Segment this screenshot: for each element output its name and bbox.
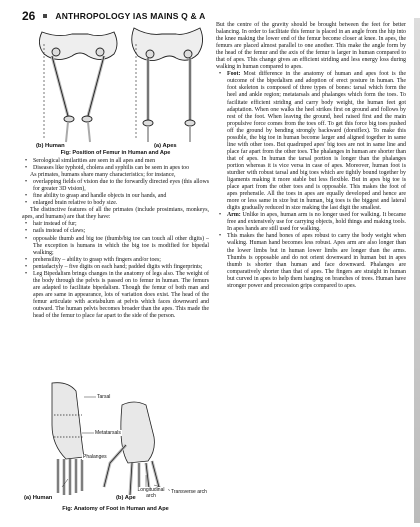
list-item: • prehensility – ability to grasp with fingers and/or toes;	[22, 257, 209, 264]
foot-heading: Foot:	[227, 71, 241, 78]
arm-heading: Arm:	[227, 212, 241, 219]
bullet-icon: •	[24, 228, 28, 235]
figure2-caption: Fig: Anatomy of Foot in Human and Ape	[62, 506, 169, 512]
paragraph: As primates, humans share many characteristics; for instance,	[30, 172, 176, 179]
bullet-icon: •	[24, 193, 28, 200]
list-item: • nails instead of claws;	[22, 228, 209, 235]
bullet-icon: •	[24, 158, 28, 164]
bullet-icon: •	[24, 235, 28, 242]
bullet-icon: •	[24, 179, 28, 186]
list-item: • enlarged brain relative to body size.	[22, 200, 209, 207]
figure-femur-position	[22, 24, 209, 156]
bullet-icon: •	[218, 212, 222, 219]
header-title: ANTHROPOLOGY IAS MAINS Q & A	[55, 11, 206, 21]
paragraph: But the centre of the gravity should be brought between the feet for better balancing. In order to facilitate this femur is placed in an angle from the hip into the knee making the lower end of the femur become closer at knee. In apes, the femurs are placed almost parallel to one another. This make the angle form by the head of the femur and the axis of the femur is larger in human compared to that of apes. This change gives an efficient striding and less energy loss during walking in human compared to apes.	[216, 22, 406, 71]
list-item: • Serological similarities are seen in all apes and men	[22, 158, 209, 165]
label-apes: (a) Apes	[154, 143, 177, 149]
foot-illustration	[22, 375, 209, 505]
bullet-icon: •	[24, 263, 28, 270]
label-ape-foot: (b) Ape	[116, 495, 136, 501]
list-item: • pentadactyly – five digits on each hand; padded digits with fingerprints;	[22, 264, 209, 271]
label-metatarsals: Metatarsals	[95, 430, 121, 436]
header-separator	[43, 14, 47, 18]
label-phalanges: Phalanges	[83, 454, 107, 460]
right-column	[216, 22, 406, 290]
figure-foot-anatomy	[22, 375, 209, 515]
paragraph: The distinctive features of all the primates (include prosimians, monkeys, apes, and humans) are that they have:	[22, 207, 209, 221]
bullet-icon: •	[24, 221, 28, 228]
list-item: • Diseases like typhoid, cholera and syphilis can be seen in apes too	[22, 165, 209, 172]
label-human-foot: (a) Human	[24, 495, 53, 501]
femur-illustration	[22, 24, 209, 144]
list-item: • opposable thumb and big toe (thumb/big toe can touch all other digits) – The exception is humans in which the big toe is modified for bipedal walking;	[22, 236, 209, 257]
list-item-arm: • Arm: Unlike in apes, human arm is no longer used for walking. It became free and extensively use for carrying objects, hold things and making tools. In apes hands are still used for walking.	[216, 212, 406, 233]
list-item: • Leg Bipedalism brings changes in the anatomy of legs also. The weight of the body through the pelvis is passed on to femur in human. The femurs are adapted to facilitate bipedalism. Though the femur of both man and apes are same in appearance, lots of variation does exist. The head of the femur articulate with acetabulum at pelvis which faces downward and outward. The human pelvis becomes broader than the apes. This made the head of the femur to place far apart to the side of the person.	[22, 271, 209, 320]
left-column	[22, 158, 209, 320]
list-item: • This makes the hand bones of apes robust to carry the body weight when walking. Human hand becomes less robust. Apes arm are also longer than the lower limbs but in human lower limbs are longer than the arms. Thumbs is opposable and do not orient downward in human but in apes thumb is shorter than human and face downward. Phalanges are comparatively shorter than that of apes. The fingers are straight in human but curved in apes to help them hanging on branches of trees. Human have stronger power and precession grips compared to apes.	[216, 233, 406, 289]
list-item-foot: • Foot: Most difference in the anatomy of human and apes foot is the outcome of the bipedalism and adoption of erect posture in human. The foot skeleton is composed of three types of bones: tarsal which form the heel and ankle region; metatarsals and phalanges which form the toes. To facilitate efficient striding and carry body weight, the human feet got adaptation. When one walks the heel strikes first on ground and follows by rest of the foot. When leaving the ground, heel raised first and the main propulsive force comes from the toes off. To get this force big toes pushed off the ground by bending strongly backward (dorsiflex). To make this possible, the big toe in human become larger and aligned together in same line with other toes. But quadruped apes' big toes are not in same line and place far apart from the other toes. The phalanges in human are shorter than that of apes. In human the tarsal portion is longer than the phalanges portion whereas it is vice versa in case of apes. Moreover, human foot is sturdier with robust tarsal and big toes which are tightly bound together by ligaments making it more stable but less flexible. But in apes big toe is place apart from the other toes and is opposable. This makes the foot of apes prehensile. All the toes in apes are equally developed and hence are more or less same in size but in human, big toes is the biggest and lateral digits gradually reduced in size making the last digit the smallest.	[216, 71, 406, 212]
figure1-caption: Fig: Position of Femur in Human and Ape	[60, 150, 171, 156]
label-human: (b) Human	[36, 143, 65, 149]
page-number: 26	[22, 9, 36, 23]
bullet-icon: •	[218, 233, 222, 240]
bullet-icon: •	[218, 71, 222, 78]
bullet-icon: •	[24, 270, 28, 277]
bullet-icon: •	[24, 256, 28, 263]
label-transverse-arch: Transverse arch	[171, 489, 207, 495]
label-longitudinal-arch: Longitudinal arch	[134, 487, 168, 499]
list-item: • hair instead of fur;	[22, 221, 209, 228]
label-tarsal: Tarsal	[97, 394, 111, 400]
list-item: • fine ability to grasp and handle objects in our hands, and	[22, 193, 209, 200]
bullet-icon: •	[24, 165, 28, 172]
page-edge-shadow	[414, 18, 420, 523]
bullet-icon: •	[24, 200, 28, 207]
list-item: • overlapping fields of vision due to the forwardly directed eyes (this allows for greater 3D vision),	[22, 179, 209, 193]
